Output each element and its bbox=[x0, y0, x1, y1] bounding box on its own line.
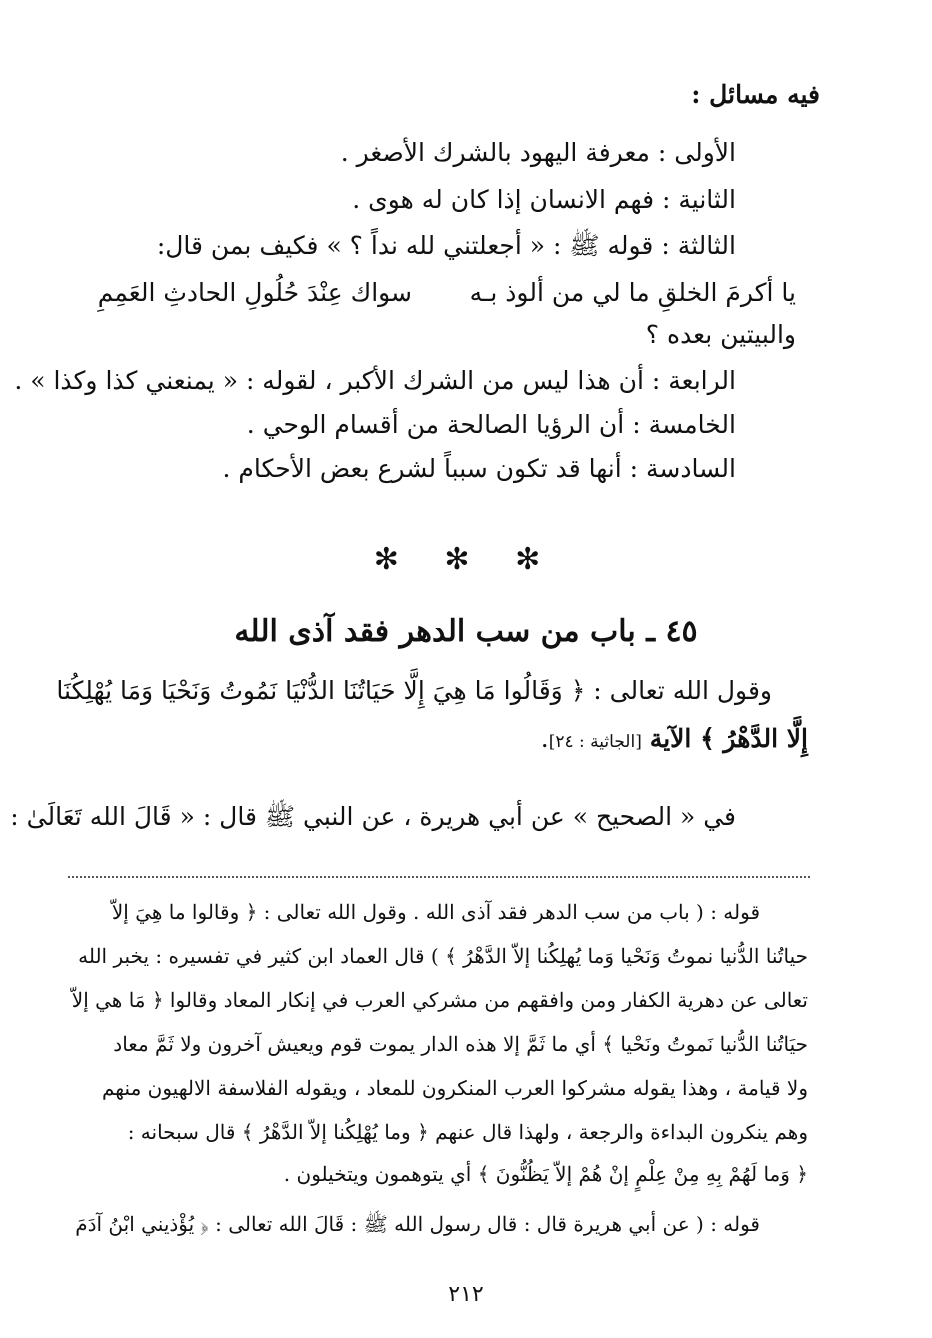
issue-fourth bbox=[14, 364, 736, 398]
commentary-line-4: حيَاتُنا الدُّنيا نَموتُ ونَحْيا ﴾ أي ما ثَمَّ إلا هذه الدار يموت قوم ويعيش آخرون ولا ثَمَّ معاد bbox=[113, 1032, 808, 1056]
verse-reference: [الجاثية : ٢٤] bbox=[548, 732, 642, 752]
commentary-line-3: تعالى عن دهرية الكفار ومن وافقهم من مشركي العرب في إنكار المعاد وقالوا ﴿ مَا هي إلاّ bbox=[71, 988, 808, 1012]
poem-after: والبيتين بعده ؟ bbox=[645, 320, 796, 349]
issue-label: الثالثة : bbox=[661, 231, 736, 260]
issue-label: الرابعة : bbox=[651, 366, 736, 395]
commentary-line-1: قوله : ( باب من سب الدهر فقد آذى الله . وقول الله تعالى : ﴿ وقالوا ما هِيَ إلاّ bbox=[111, 900, 760, 924]
footnote-divider bbox=[68, 876, 810, 878]
issue-label: السادسة : bbox=[629, 454, 736, 483]
issue-label: الخامسة : bbox=[632, 410, 736, 439]
issue-second bbox=[352, 183, 736, 217]
issue-label: الأولى : bbox=[657, 138, 736, 167]
issue-text: فهم الانسان إذا كان له هوى . bbox=[352, 185, 655, 214]
page-number: ٢١٢ bbox=[448, 1282, 484, 1307]
verse-line-1: وقول الله تعالى : ﴿ وَقَالُوا مَا هِيَ إِلَّا حَيَاتُنَا الدُّنْيَا نَمُوتُ وَنَحْيَا وَمَا يُهْلِكُنَا bbox=[56, 676, 772, 705]
issue-third bbox=[157, 229, 736, 263]
issue-text: معرفة اليهود بالشرك الأصغر . bbox=[340, 138, 650, 167]
poem-right-hemistich: يا أكرمَ الخلقِ ما لي من ألوذ بـه bbox=[469, 278, 796, 307]
commentary-line-2: حياتُنا الدُّنيا نموتُ وَنَحْيا وَما يُهلِكُنا إلاّ الدَّهْرُ ﴾ ) قال العماد ابن كثير في تفسيره : يخبر الله bbox=[78, 944, 808, 968]
issue-fifth bbox=[247, 408, 736, 442]
hadith-line: في « الصحيح » عن أبي هريرة ، عن النبي ﷺ قال : « قَالَ الله تَعَالَىٰ : bbox=[10, 802, 736, 831]
verse-line-2 bbox=[541, 722, 808, 759]
issue-first bbox=[341, 136, 736, 170]
issue-text: أن الرؤيا الصالحة من أقسام الوحي . bbox=[246, 410, 625, 439]
poem-left-hemistich: سواك عِنْدَ حُلُولِ الحادثِ العَمِمِ bbox=[97, 278, 412, 307]
commentary-line-6: وهم ينكرون البداءة والرجعة ، ولهذا قال عنهم ﴿ وما يُهْلِكُنا إلاّ الدَّهْرُ ﴾ قال سبحانه : bbox=[127, 1120, 808, 1144]
issue-sixth bbox=[222, 452, 736, 486]
commentary-line-5: ولا قيامة ، وهذا يقوله مشركوا العرب المنكرون للمعاد ، ويقوله الفلاسفة الالهيون منهم bbox=[102, 1076, 808, 1100]
chapter-title: ٤٥ ـ باب من سب الدهر فقد آذى الله bbox=[234, 614, 698, 649]
issue-text: قوله ﷺ : « أجعلتني لله نداً ؟ » فكيف بمن قال: bbox=[156, 231, 654, 260]
verse-text: إِلَّا الدَّهْرُ ﴾ الآية bbox=[649, 724, 808, 753]
issue-label: الثانية : bbox=[662, 185, 736, 214]
section-separator: ✻ ✻ ✻ bbox=[373, 542, 559, 577]
commentary-second-paragraph: قوله : ( عن أبي هريرة قال : قال رسول الله ﷺ : قَالَ الله تعالى : ﴿ يُؤْذيني ابْنُ آدَمَ bbox=[75, 1212, 760, 1236]
commentary-line-7: ﴿ وَما لَهُمْ بِهِ مِنْ عِلْمٍ إنْ هُمْ إلاّ يَظُنُّونَ ﴾ أي يتوهمون ويتخيلون . bbox=[283, 1162, 808, 1186]
verse-end: . bbox=[540, 724, 549, 753]
issue-text: أنها قد تكون سبباً لشرع بعض الأحكام . bbox=[222, 454, 622, 483]
issues-heading: فيه مسائل : bbox=[691, 80, 820, 109]
issue-text: أن هذا ليس من الشرك الأكبر ، لقوله : « يمنعني كذا وكذا » . bbox=[14, 366, 644, 395]
